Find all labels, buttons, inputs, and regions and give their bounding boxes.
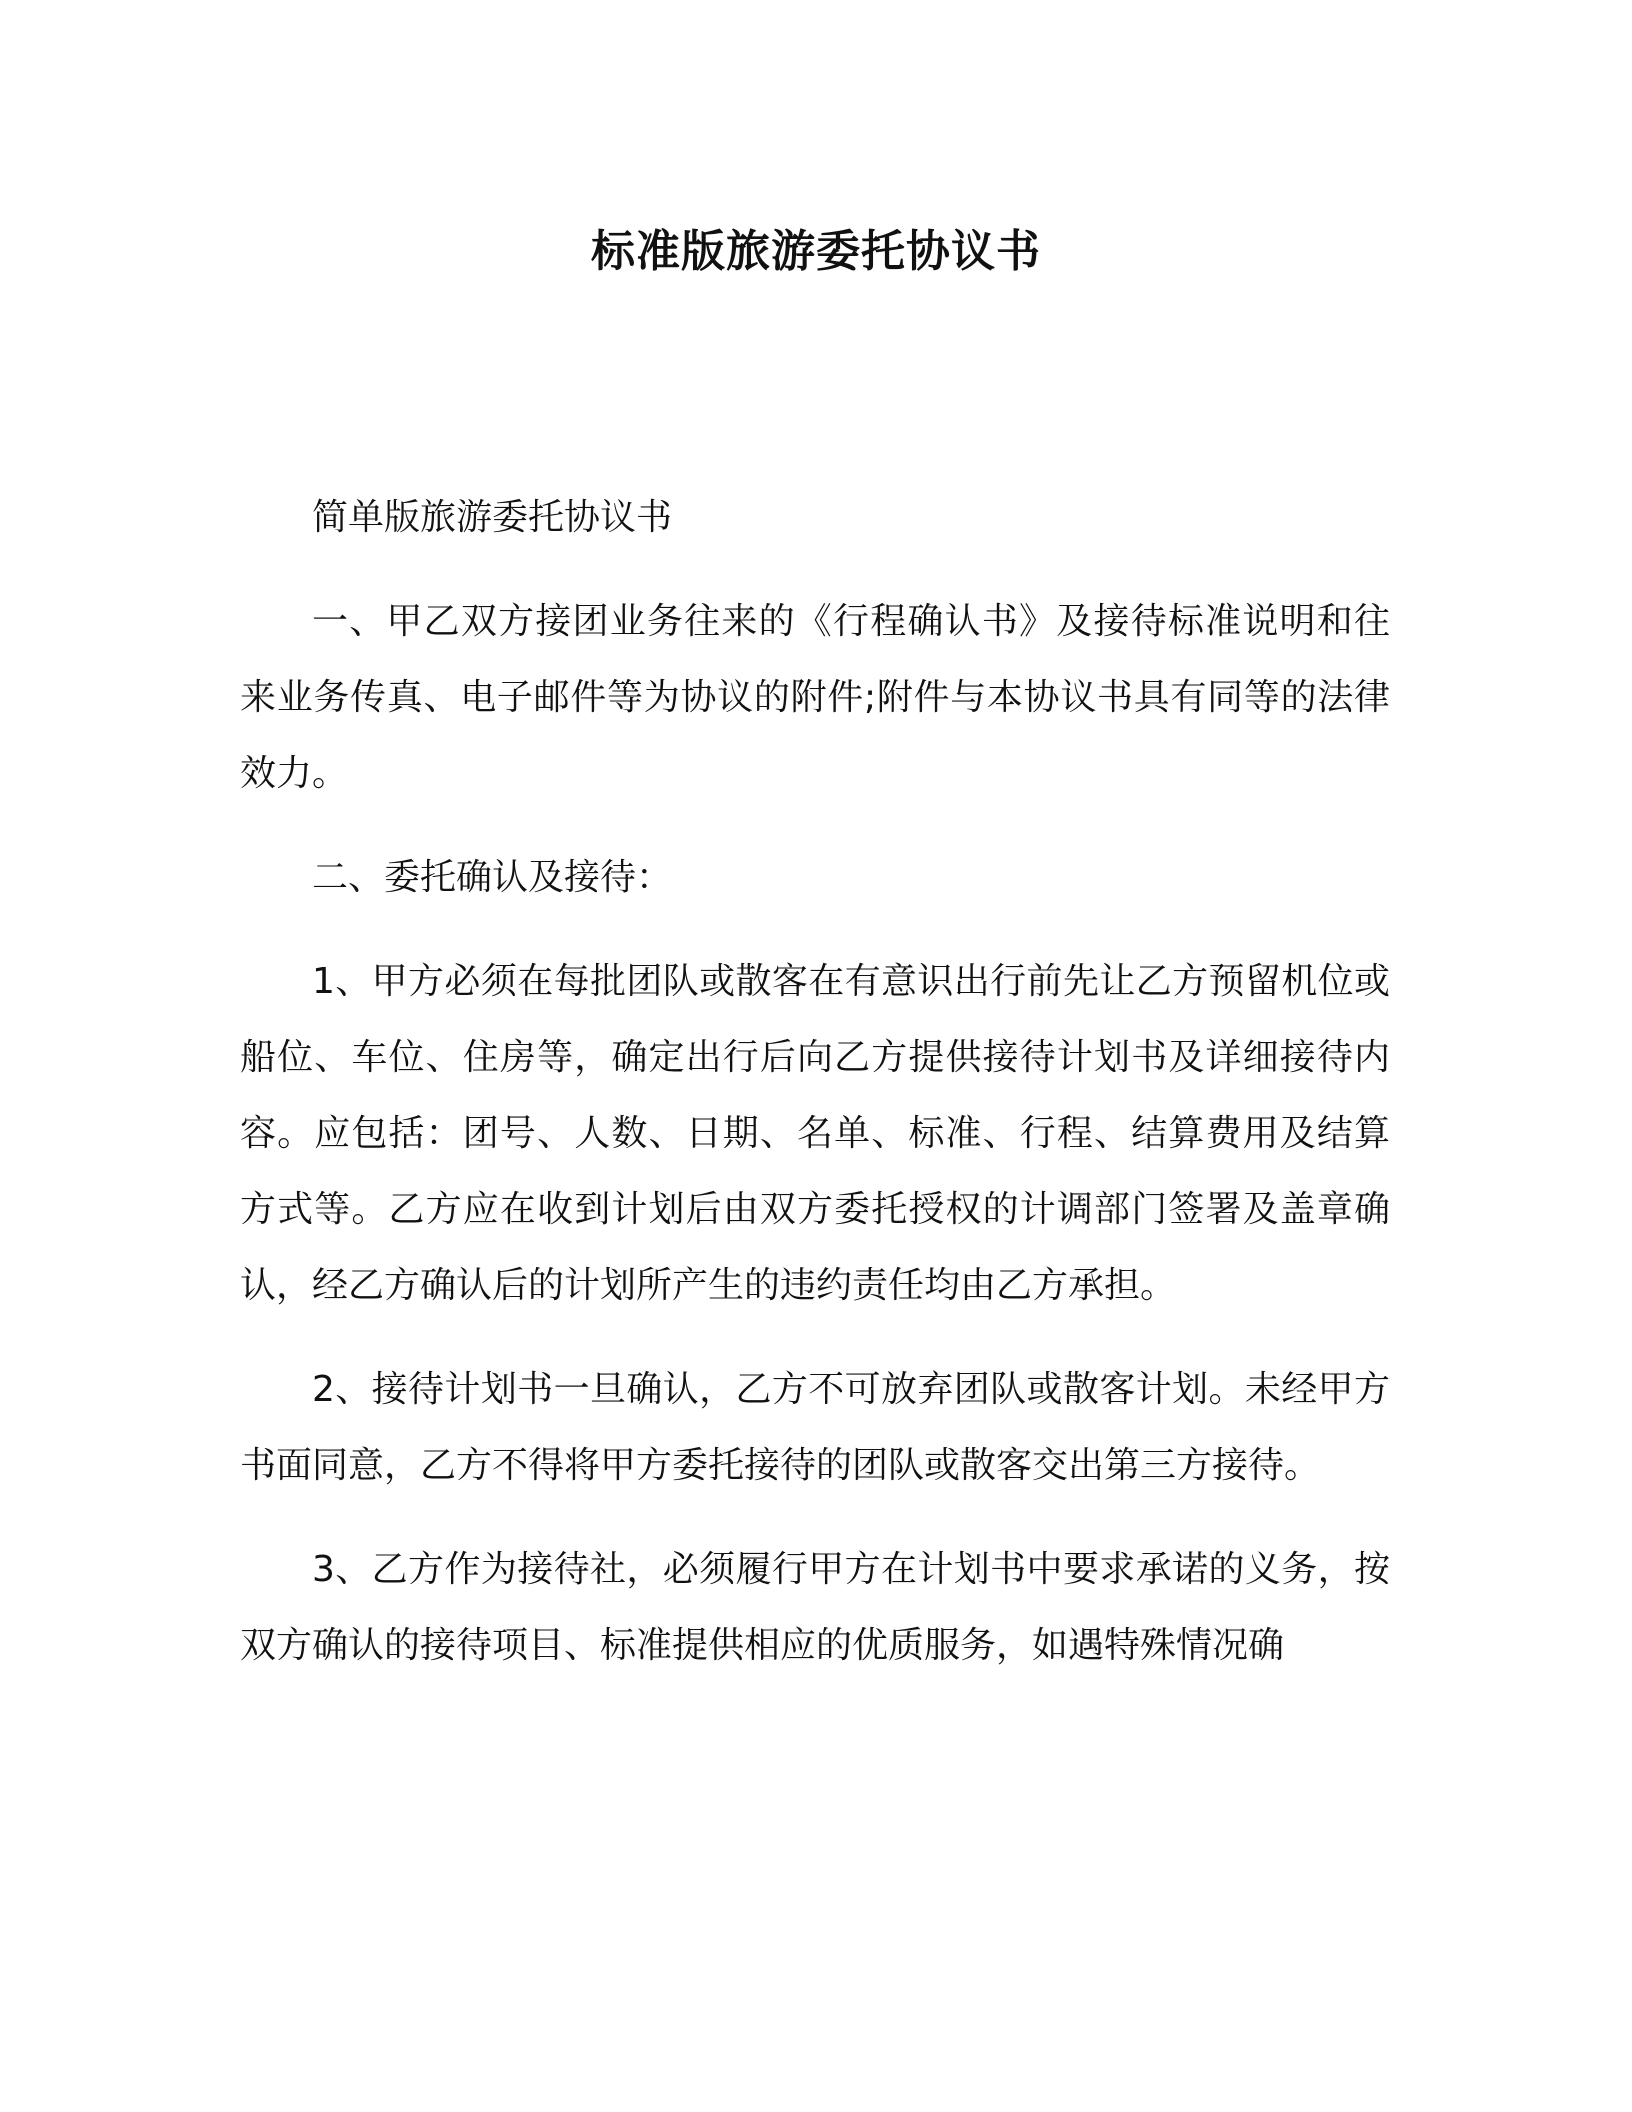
paragraph-clause-2-heading: 二、委托确认及接待： — [312, 857, 673, 898]
document-body — [240, 480, 1390, 1684]
paragraph-item-2: 2、接待计划书一旦确认，乙方不可放弃团队或散客计划。未经甲方书面同意，乙方不得将甲方委托接待的团队或散客交出第三方接待。 — [240, 1369, 1390, 1486]
paragraph-subtitle: 简单版旅游委托协议书 — [312, 497, 673, 538]
paragraph-clause-1: 一、甲乙双方接团业务往来的《行程确认书》及接待标准说明和往来业务传真、电子邮件等为协议的附件;附件与本协议书具有同等的法律效力。 — [240, 601, 1390, 794]
paragraph-item-3: 3、乙方作为接待社，必须履行甲方在计划书中要求承诺的义务，按双方确认的接待项目、标准提供相应的优质服务，如遇特殊情况确 — [240, 1549, 1390, 1666]
paragraph-item-1: 1、甲方必须在每批团队或散客在有意识出行前先让乙方预留机位或船位、车位、住房等，确定出行后向乙方提供接待计划书及详细接待内容。应包括：团号、人数、日期、名单、标准、行程、结算费用及结算方式等。乙方应在收到计划后由双方委托授权的计调部门签署及盖章确认，经乙方确认后的计划所产生的违约责任均由乙方承担。 — [240, 961, 1390, 1306]
document-title: 标准版旅游委托协议书 — [591, 226, 1041, 277]
